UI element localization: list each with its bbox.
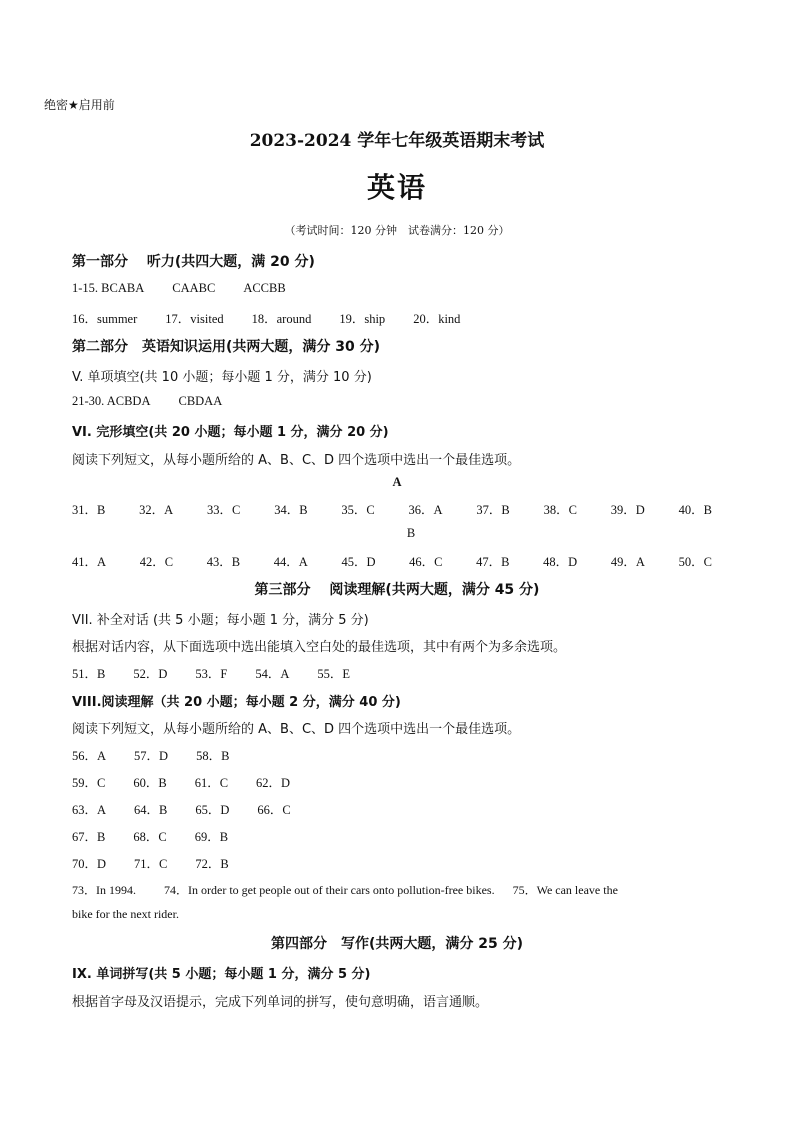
- answer-item: 40．B: [678, 503, 712, 517]
- answer-item: 44．A: [273, 555, 308, 569]
- answer-group: CAABC: [172, 281, 216, 295]
- answer-item: 47．B: [476, 555, 510, 569]
- answer-item: 48．D: [543, 555, 578, 569]
- answer-item: 39．D: [610, 503, 645, 517]
- section7-instruction: 根据对话内容，从下面选项中选出能填入空白处的最佳选项，其中有两个为多余选项。: [72, 640, 567, 655]
- answer-item: 18．around: [251, 312, 312, 326]
- answer-item: 17．visited: [165, 312, 224, 326]
- answer-item: 59．C: [72, 776, 106, 790]
- answer-item: 61．C: [194, 776, 229, 790]
- answer-item: 52．D: [133, 667, 168, 681]
- answer-item: 53．F: [195, 667, 228, 681]
- open-answers-line2: bike for the next rider.: [72, 907, 179, 921]
- section7-answers: [72, 664, 378, 682]
- answer-item: 75．We can leave the: [512, 883, 618, 897]
- answer-item: 20．kind: [413, 312, 461, 326]
- answer-item: 63．A: [72, 803, 107, 817]
- section5-answers: [72, 394, 250, 409]
- answer-item: 33．C: [207, 503, 241, 517]
- answer-item: 74．In order to get people out of their cars onto pollution-free bikes.: [164, 883, 495, 897]
- exam-info: （考试时间：120 分钟 试卷满分：120 分）: [284, 224, 510, 237]
- answer-item: 56．A: [72, 749, 107, 763]
- passage-a-label: A: [392, 475, 402, 489]
- answer-item: 72．B: [195, 857, 229, 871]
- section7-heading: VII. 补全对话 (共 5 小题；每小题 1 分，满分 5 分): [72, 613, 369, 628]
- answer-item: 57．D: [134, 749, 169, 763]
- answer-item: 54．A: [255, 667, 290, 681]
- answer-item: 43．B: [206, 555, 241, 569]
- answer-item: 55．E: [317, 667, 350, 681]
- answer-item: 46．C: [409, 555, 443, 569]
- part4-heading: 第四部分 写作(共两大题，满分 25 分): [270, 936, 524, 952]
- passage-b-answers: [72, 552, 712, 570]
- answer-item: 71．C: [134, 857, 168, 871]
- section9-instruction: 根据首字母及汉语提示，完成下列单词的拼写，使句意明确，语言通顺。: [72, 995, 489, 1010]
- section9-heading: IX. 单词拼写(共 5 小题；每小题 1 分，满分 5 分): [72, 967, 371, 982]
- section6-heading: VI. 完形填空(共 20 小题；每小题 1 分，满分 20 分): [72, 425, 389, 440]
- section8-instruction: 阅读下列短文，从每小题所给的 A、B、C、D 四个选项中选出一个最佳选项。: [72, 722, 521, 737]
- section6-instruction: 阅读下列短文，从每小题所给的 A、B、C、D 四个选项中选出一个最佳选项。: [72, 453, 521, 468]
- answer-item: 66．C: [257, 803, 291, 817]
- answer-item: 68．C: [133, 830, 167, 844]
- answer-item: 38．C: [543, 503, 577, 517]
- section8-answers-row2: [72, 773, 318, 791]
- passage-a-answers: [72, 500, 712, 518]
- answer-item: 49．A: [610, 555, 645, 569]
- section5-heading: V. 单项填空(共 10 小题；每小题 1 分，满分 10 分): [72, 370, 372, 385]
- answer-item: 45．D: [341, 555, 376, 569]
- answer-item: 37．B: [476, 503, 510, 517]
- answer-item: 41．A: [72, 555, 107, 569]
- answer-item: 60．B: [133, 776, 167, 790]
- part2-heading: 第二部分 英语知识运用(共两大题，满分 30 分): [72, 339, 381, 355]
- answer-item: 16．summer: [72, 312, 138, 326]
- document-title: 2023-2024 学年七年级英语期末考试: [249, 131, 545, 151]
- answer-item: 64．B: [134, 803, 168, 817]
- open-answers-line1: [72, 881, 618, 898]
- section8-answers-row5: [72, 854, 257, 872]
- answer-item: 67．B: [72, 830, 106, 844]
- answer-item: 70．D: [72, 857, 107, 871]
- section8-answers-row1: [72, 746, 257, 764]
- answer-item: 19．ship: [339, 312, 386, 326]
- subject-title: 英语: [366, 171, 427, 204]
- passage-b-label: B: [406, 526, 416, 540]
- answer-item: 31．B: [72, 503, 106, 517]
- answer-item: 58．B: [196, 749, 230, 763]
- confidential-mark: 绝密★启用前: [44, 98, 115, 112]
- section8-answers-row3: [72, 800, 319, 818]
- answer-item: 62．D: [256, 776, 291, 790]
- answer-item: 65．D: [195, 803, 230, 817]
- part1-answers-line2: [72, 309, 488, 327]
- answer-group: ACCBB: [243, 281, 286, 295]
- part3-heading: 第三部分 阅读理解(共两大题，满分 45 分): [254, 582, 540, 598]
- answer-item: 36．A: [408, 503, 443, 517]
- answer-item: 69．B: [194, 830, 229, 844]
- part1-heading: 第一部分 听力(共四大题，满 20 分): [72, 254, 315, 270]
- answer-group: 1-15. BCABA: [72, 281, 145, 295]
- answer-item: 50．C: [678, 555, 712, 569]
- answer-item: 34．B: [274, 503, 308, 517]
- answer-item: 51．B: [72, 667, 106, 681]
- section8-answers-row4: [72, 827, 256, 845]
- part1-answers-line1: [72, 281, 314, 296]
- answer-group: 21-30. ACBDA: [72, 394, 151, 408]
- section8-heading: VIII.阅读理解（共 20 小题；每小题 2 分，满分 40 分): [72, 695, 401, 710]
- answer-item: 73．In 1994.: [72, 883, 136, 897]
- answer-item: 32．A: [139, 503, 174, 517]
- answer-group: CBDAA: [178, 394, 223, 408]
- answer-item: 42．C: [139, 555, 174, 569]
- answer-item: 35．C: [341, 503, 375, 517]
